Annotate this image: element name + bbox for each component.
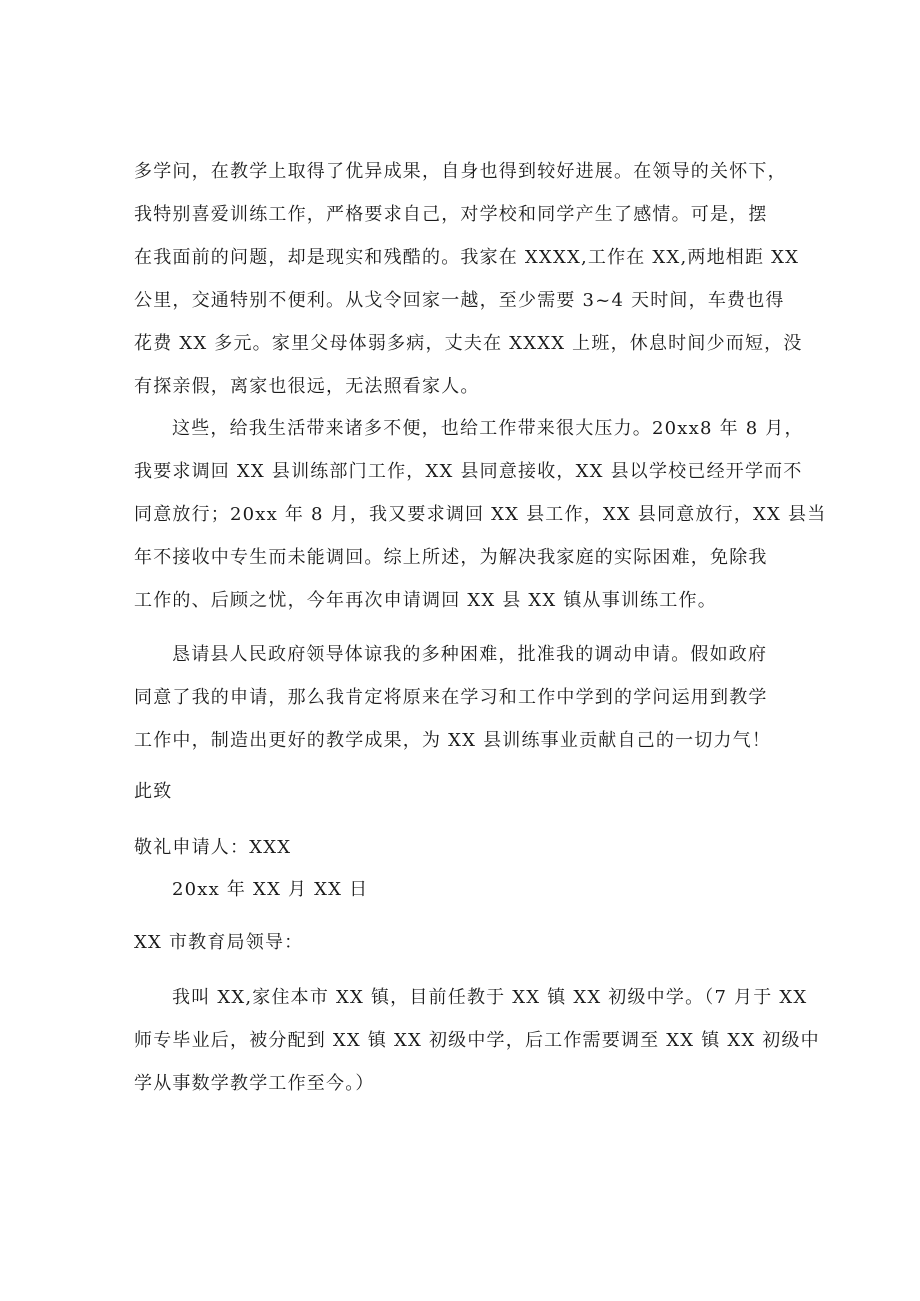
text-line: 同意了我的申请，那么我肯定将原来在学习和工作中学到的学问运用到教学 <box>134 687 768 708</box>
text-line: 公里，交通特别不便利。从戈令回家一越，至少需要 3~4 天时间，车费也得 <box>134 290 785 311</box>
paragraph-hardships <box>134 150 824 408</box>
text-line: 在我面前的问题，却是现实和残酷的。我家在 XXXX,工作在 XX,两地相距 XX <box>134 247 800 268</box>
closing-phrase <box>134 770 824 813</box>
signature-text: 敬礼申请人：XXX <box>134 837 292 858</box>
closing-text: 此致 <box>134 781 173 802</box>
text-line: 我要求调回 XX 县训练部门工作，XX 县同意接收，XX 县以学校已经开学而不 <box>134 461 803 482</box>
salutation-text: XX 市教育局领导： <box>134 932 304 953</box>
date-line <box>134 868 824 911</box>
text-line: 工作中，制造出更好的教学成果，为 XX 县训练事业贡献自己的一切力气！ <box>134 730 772 751</box>
text-line: 我特别喜爱训练工作，严格要求自己，对学校和同学产生了感情。可是，摆 <box>134 204 768 225</box>
date-text: 20xx 年 XX 月 XX 日 <box>172 879 369 900</box>
text-line: 学从事数学教学工作至今。） <box>134 1073 375 1094</box>
paragraph-introduction <box>134 976 824 1105</box>
text-line: 花费 XX 多元。家里父母体弱多病，丈夫在 XXXX 上班，休息时间少而短，没 <box>134 333 803 354</box>
text-line: 工作的、后顾之忧，今年再次申请调回 XX 县 XX 镇从事训练工作。 <box>134 590 717 611</box>
salutation <box>134 921 824 964</box>
text-line: 这些，给我生活带来诸多不便，也给工作带来很大压力。20xx8 年 8 月， <box>172 418 804 439</box>
text-line: 我叫 XX,家住本市 XX 镇，目前任教于 XX 镇 XX 初级中学。（7 月于 XX <box>172 987 808 1008</box>
text-line: 有探亲假，离家也很远，无法照看家人。 <box>134 376 480 397</box>
text-line: 多学问，在教学上取得了优异成果，自身也得到较好进展。在领导的关怀下， <box>134 161 787 182</box>
paragraph-transfer-history <box>134 407 827 622</box>
text-line: 同意放行；20xx 年 8 月，我又要求调回 XX 县工作，XX 县同意放行，XX 县当 <box>134 504 827 525</box>
text-line: 恳请县人民政府领导体谅我的多种困难，批准我的调动申请。假如政府 <box>172 644 768 665</box>
text-line: 年不接收中专生而未能调回。综上所述，为解决我家庭的实际困难，免除我 <box>134 547 768 568</box>
paragraph-request <box>134 633 824 762</box>
text-line: 师专毕业后，被分配到 XX 镇 XX 初级中学，后工作需要调至 XX 镇 XX 初级中 <box>134 1030 820 1051</box>
signature <box>134 826 824 869</box>
